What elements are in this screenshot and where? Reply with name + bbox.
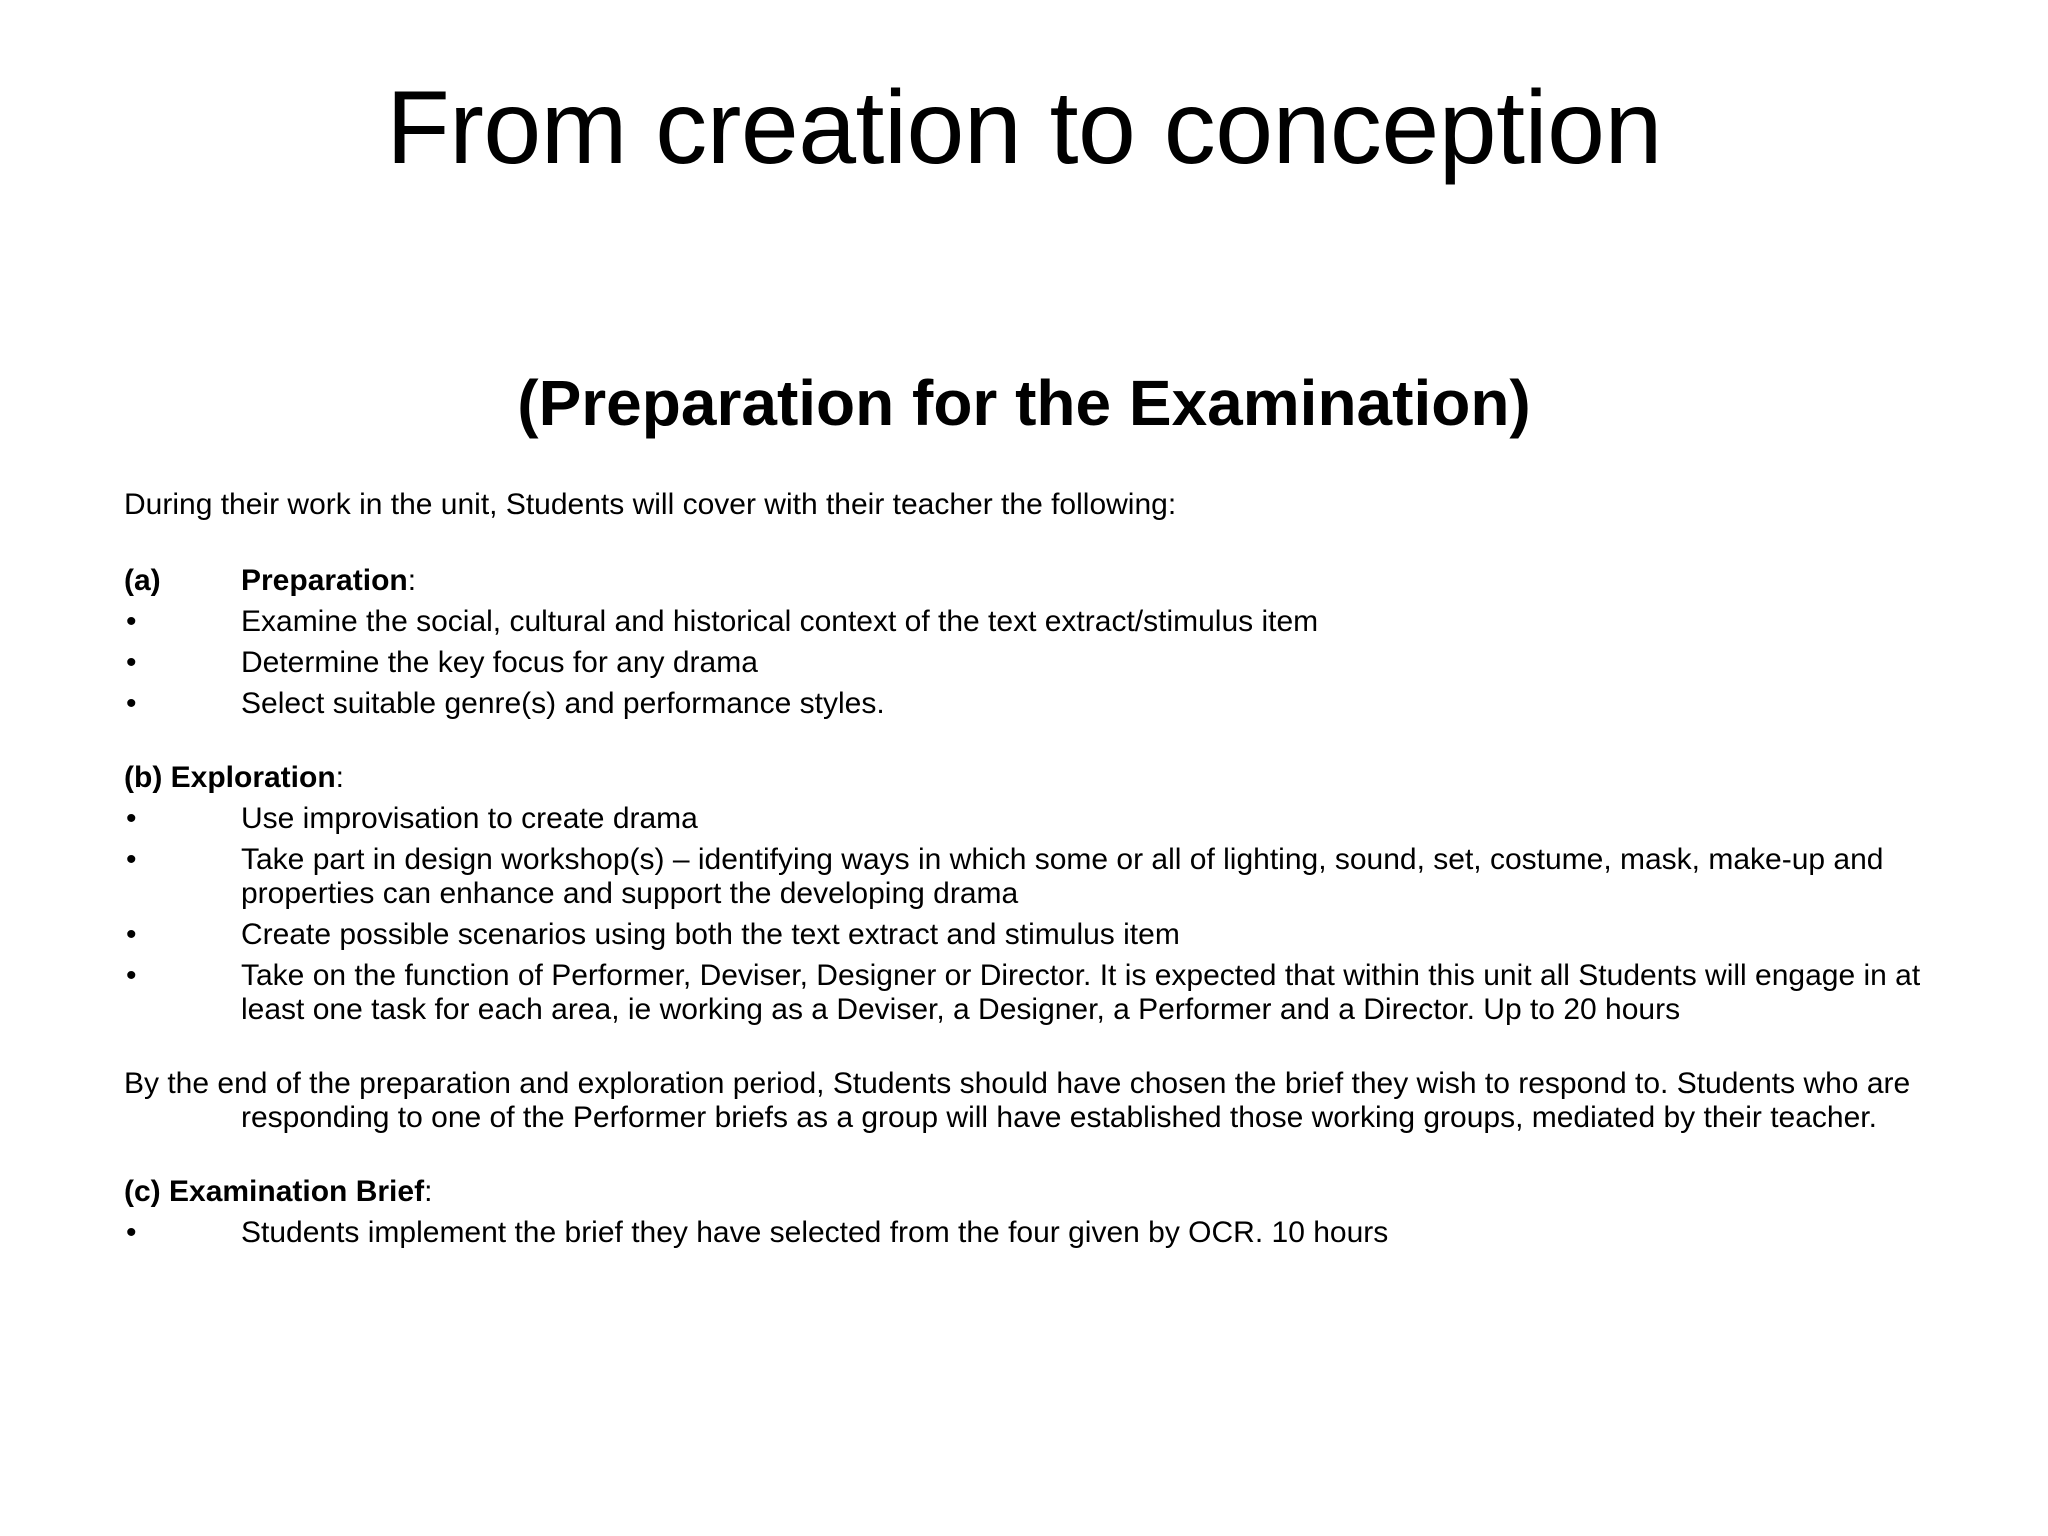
intro-text: During their work in the unit, Students will cover with their teacher the following:: [124, 488, 1177, 521]
section-c-title: (c) Examination Brief: [124, 1175, 425, 1208]
bullet-icon: •: [126, 843, 137, 876]
section-a-heading: [124, 564, 1924, 598]
section-b-title: (b) Exploration: [124, 761, 336, 794]
bullet-icon: •: [126, 918, 137, 951]
bullet-icon: •: [126, 687, 137, 720]
bullet-text: Create possible scenarios using both the text extract and stimulus item: [241, 918, 1180, 951]
bullet-icon: •: [126, 605, 137, 638]
bullet-icon: •: [126, 646, 137, 679]
list-item: [124, 843, 1924, 911]
closing-paragraph: By the end of the preparation and exploration period, Students should have chosen the brief they wish to respond to. Students who are responding to one of the Performer briefs as a group will have established those working groups, mediated by their teacher.: [124, 1067, 1911, 1134]
list-item: [124, 646, 1924, 680]
section-examination-brief: [124, 1175, 1924, 1250]
section-a-label: (a): [124, 564, 161, 597]
list-item: [124, 1216, 1924, 1250]
bullet-text: Examine the social, cultural and historical context of the text extract/stimulus item: [241, 605, 1319, 638]
bullet-text: Students implement the brief they have selected from the four given by OCR. 10 hours: [241, 1216, 1389, 1249]
section-c-heading: [124, 1175, 1924, 1209]
slide-body: [124, 488, 1924, 1290]
bullet-text: Take part in design workshop(s) – identifying ways in which some or all of lighting, sound, set, costume, mask, make-up and properties can enhance and support the developing drama: [241, 843, 1884, 910]
section-b-colon: :: [335, 761, 344, 794]
section-preparation: [124, 564, 1924, 721]
list-item: [124, 918, 1924, 952]
section-c-colon: :: [424, 1175, 433, 1208]
bullet-text: Select suitable genre(s) and performance styles.: [241, 687, 885, 720]
section-b-heading: [124, 761, 1924, 795]
list-item: [124, 605, 1924, 639]
section-a-colon: :: [407, 564, 417, 597]
slide-title: From creation to conception: [386, 70, 1662, 186]
bullet-text: Use improvisation to create drama: [241, 802, 698, 835]
slide-subtitle: (Preparation for the Examination): [517, 367, 1531, 439]
bullet-icon: •: [126, 802, 137, 835]
section-a-title: Preparation: [241, 564, 408, 597]
bullet-text: Take on the function of Performer, Deviser, Designer or Director. It is expected that within this unit all Students will engage in at least one task for each area, ie working as a Deviser, a Designer, a Performer and a Director. Up to 20 hours: [241, 959, 1921, 1026]
list-item: [124, 802, 1924, 836]
bullet-text: Determine the key focus for any drama: [241, 646, 758, 679]
section-exploration: [124, 761, 1924, 1027]
bullet-icon: •: [126, 959, 137, 992]
list-item: [124, 687, 1924, 721]
list-item: [124, 959, 1924, 1027]
bullet-icon: •: [126, 1216, 137, 1249]
